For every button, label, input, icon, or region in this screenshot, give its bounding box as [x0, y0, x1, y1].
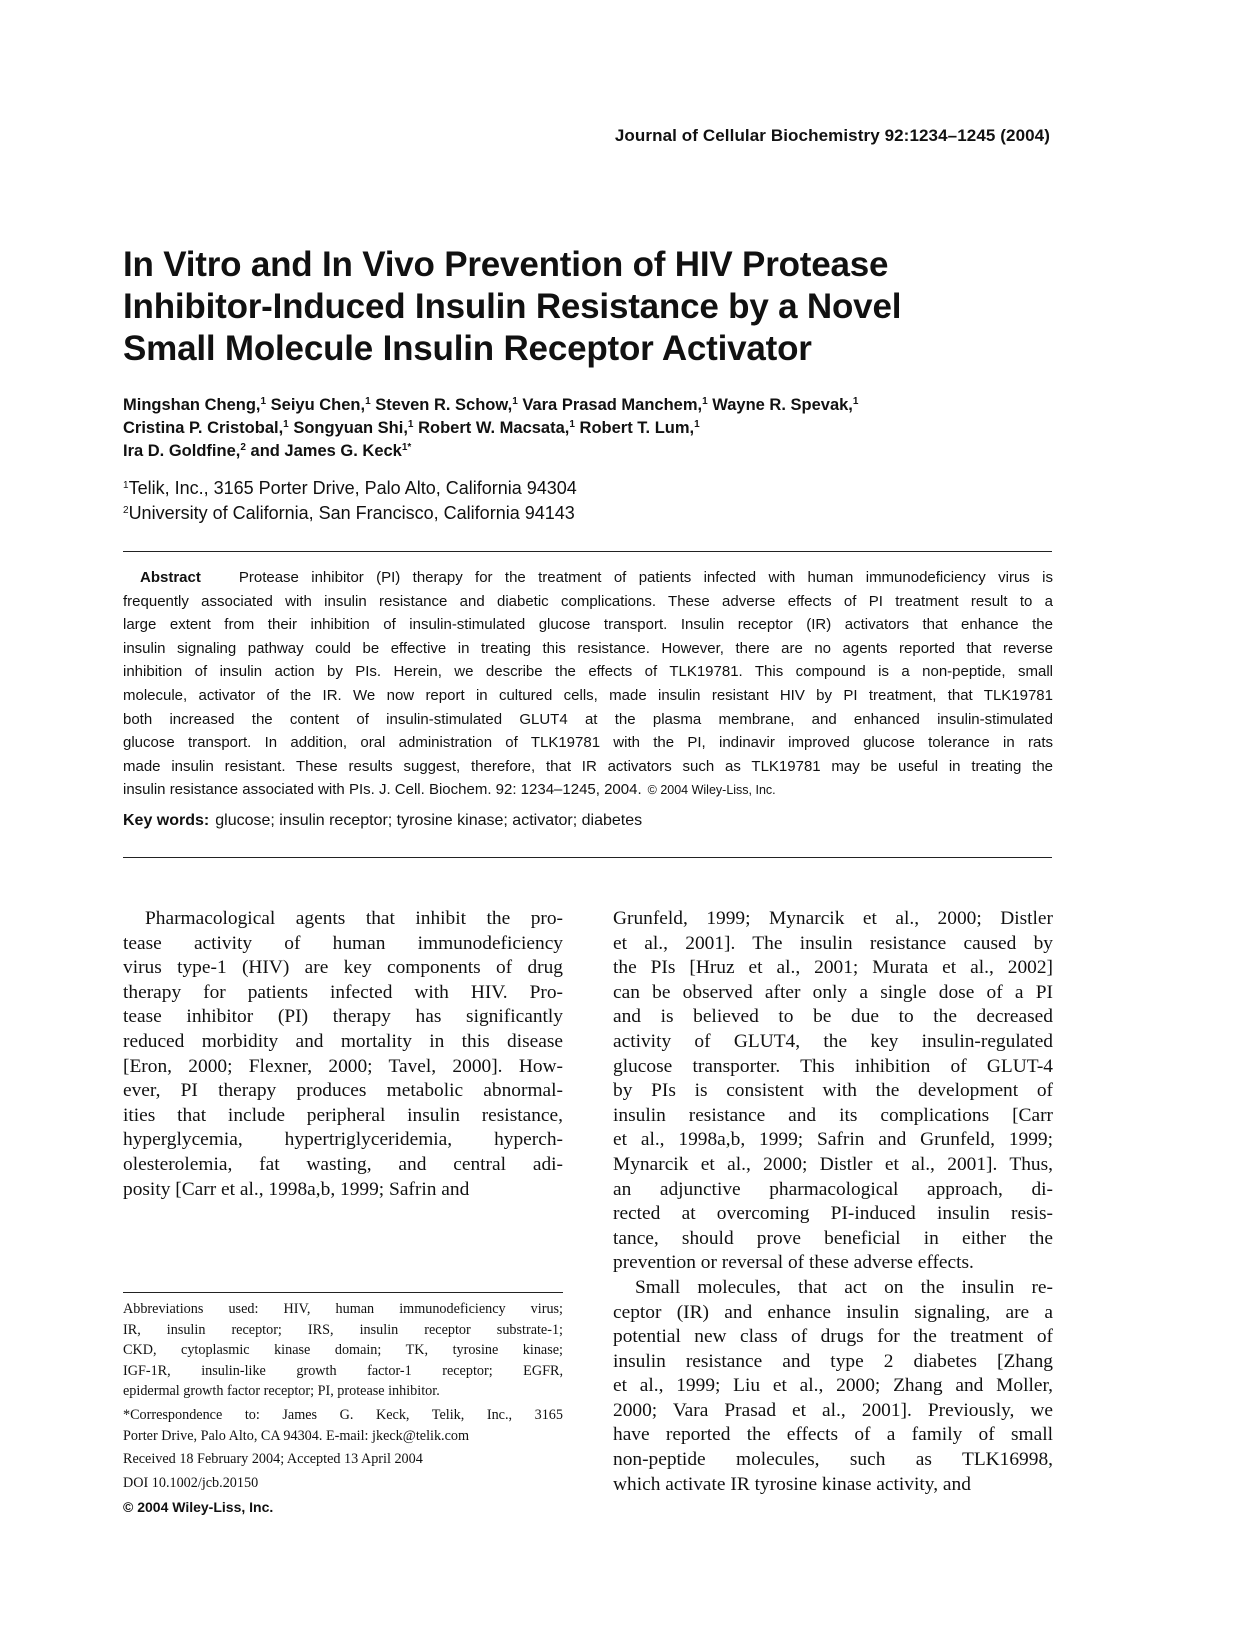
abstract-line — [123, 778, 1053, 803]
author-affiliation-mark: 1 — [365, 396, 371, 407]
body-text-line: therapy for patients infected with HIV. Pro- — [123, 981, 563, 1003]
body-text-line: an adjunctive pharmacological approach, di- — [613, 1178, 1053, 1200]
author-name: Robert W. Macsata, — [418, 419, 570, 437]
body-text-line: rected at overcoming PI-induced insulin resis- — [613, 1203, 1053, 1225]
author-name: Cristina P. Cristobal, — [123, 419, 284, 437]
author-affiliation-mark: 2 — [240, 442, 246, 453]
body-text-line: by PIs is consistent with the development of — [613, 1080, 1053, 1102]
body-text-line: et al., 1999; Liu et al., 2000; Zhang and Moller, — [613, 1375, 1053, 1397]
affiliation-text: University of California, San Francisco, California 94143 — [128, 503, 575, 523]
body-text-line: tease inhibitor (PI) therapy has significantly — [123, 1006, 563, 1028]
abstract-line: made insulin resistant. These results suggest, therefore, that IR activators such as TLK19781 may be useful in treating the — [123, 757, 1053, 775]
body-text-line: ities that include peripheral insulin resistance, — [123, 1104, 563, 1126]
abstract-top-rule — [123, 551, 1052, 552]
footnote-line: Abbreviations used: HIV, human immunodeficiency virus; — [123, 1301, 563, 1317]
footnote-line: CKD, cytoplasmic kinase domain; TK, tyrosine kinase; — [123, 1342, 563, 1359]
keywords-text: glucose; insulin receptor; tyrosine kinase; activator; diabetes — [215, 812, 643, 829]
body-text-line: et al., 2001]. The insulin resistance caused by — [613, 932, 1053, 954]
body-text-line: insulin resistance and its complications [Carr — [613, 1104, 1053, 1126]
affiliation-mark: 1 — [123, 480, 129, 491]
body-text-line: activity of GLUT4, the key insulin-regulated — [613, 1030, 1053, 1052]
abstract-line: both increased the content of insulin-stimulated GLUT4 at the plasma membrane, and enhanced insulin-stimulated — [123, 710, 1053, 728]
author-name: Songyuan Shi, — [293, 419, 408, 437]
abstract-line: large extent from their inhibition of insulin-stimulated glucose transport. Insulin receptor (IR) activators that enhance the — [123, 616, 1053, 634]
body-column-left — [123, 907, 563, 1202]
body-text-line: posity [Carr et al., 1998a,b, 1999; Safrin and — [123, 1178, 470, 1200]
abstract-line: molecule, activator of the IR. We now report in cultured cells, made insulin resistant HIV by PI treatment, that TLK19781 — [123, 686, 1053, 704]
body-text-line: reduced morbidity and mortality in this disease — [123, 1030, 563, 1052]
title-line: Inhibitor-Induced Insulin Resistance by a Novel — [123, 287, 902, 326]
author-affiliation-mark: 1 — [852, 396, 859, 407]
author-affiliation-mark: 1 — [702, 396, 708, 407]
footnote-line: Porter Drive, Palo Alto, CA 94304. E-mail: jkeck@telik.com — [123, 1427, 470, 1444]
abstract-text: insulin resistance associated with PIs. J. Cell. Biochem. 92: 1234–1245, 2004. — [123, 781, 642, 799]
body-text-line: olesterolemia, fat wasting, and central adi- — [123, 1153, 563, 1175]
keywords-label: Key words: — [123, 812, 210, 829]
body-text-line: which activate IR tyrosine kinase activity, and — [613, 1473, 971, 1495]
author-name: Ira D. Goldfine, — [123, 442, 241, 460]
affiliation-text: Telik, Inc., 3165 Porter Drive, Palo Alto, California 94304 — [128, 478, 577, 498]
abstract-heading: Abstract — [140, 569, 201, 586]
body-text-line: and is believed to be due to the decreased — [613, 1006, 1053, 1028]
body-text-line: virus type-1 (HIV) are key components of drug — [123, 957, 563, 979]
author-affiliation-mark: 1* — [401, 442, 412, 453]
abstract-line: insulin signaling pathway could be effective in treating this resistance. However, there are no agents reported that reverse — [123, 639, 1053, 657]
footnote-line: *Correspondence to: James G. Keck, Telik, Inc., 3165 — [123, 1406, 563, 1423]
body-text-line: hyperglycemia, hypertriglyceridemia, hyperch- — [123, 1129, 563, 1151]
author-affiliation-mark: 1 — [407, 419, 414, 430]
body-text-line: the PIs [Hruz et al., 2001; Murata et al., 2002] — [613, 957, 1053, 979]
body-text-line: have reported the effects of a family of small — [613, 1424, 1053, 1446]
author-affiliation-mark: 1 — [694, 419, 700, 430]
author-list — [123, 394, 1113, 463]
author-line — [123, 417, 1113, 440]
author-affiliation-mark: 1 — [283, 419, 289, 430]
body-text-line: 2000; Vara Prasad et al., 2001]. Previously, we — [613, 1399, 1053, 1421]
footnote-line: IGF-1R, insulin-like growth factor-1 receptor; EGFR, — [123, 1362, 563, 1379]
author-affiliation-mark: 1 — [569, 419, 575, 430]
affiliation-list — [123, 476, 577, 526]
author-affiliation-mark: 1 — [260, 396, 267, 407]
author-name: Vara Prasad Manchem, — [522, 396, 703, 414]
body-text-line: ever, PI therapy produces metabolic abnormal- — [123, 1080, 563, 1102]
body-text-line: et al., 1998a,b, 1999; Safrin and Grunfeld, 1999; — [613, 1129, 1053, 1151]
footnote-line: epidermal growth factor receptor; PI, protease inhibitor. — [123, 1383, 440, 1400]
article-title — [123, 244, 1063, 370]
footnote-rule — [123, 1292, 563, 1293]
abstract-bottom-rule — [123, 857, 1052, 858]
body-text-line: can be observed after only a single dose of a PI — [613, 981, 1053, 1003]
doi: DOI 10.1002/jcb.20150 — [123, 1474, 259, 1491]
body-column-right — [613, 907, 1053, 1497]
body-text-line: potential new class of drugs for the treatment of — [613, 1326, 1053, 1348]
body-text-line: glucose transporter. This inhibition of GLUT-4 — [613, 1055, 1053, 1077]
body-text-line: insulin resistance and type 2 diabetes [Zhang — [613, 1350, 1053, 1372]
body-text-line: Grunfeld, 1999; Mynarcik et al., 2000; Distler — [613, 908, 1053, 929]
affiliation-mark: 2 — [123, 505, 129, 516]
author-name: and James G. Keck — [250, 442, 402, 460]
abstract — [123, 566, 1053, 803]
body-text-line: Pharmacological agents that inhibit the pro- — [145, 908, 563, 929]
affiliation — [123, 501, 577, 526]
author-name: Steven R. Schow, — [375, 396, 513, 414]
abstract-copyright: © 2004 Wiley-Liss, Inc. — [647, 783, 776, 798]
received-date: Received 18 February 2004; Accepted 13 April 2004 — [123, 1451, 423, 1468]
abstract-line: frequently associated with insulin resistance and diabetic complications. These adverse effects of PI treatment result to a — [123, 592, 1053, 610]
footnotes — [123, 1299, 563, 1518]
author-line — [123, 394, 1113, 417]
body-text-line: Mynarcik et al., 2000; Distler et al., 2001]. Thus, — [613, 1153, 1053, 1175]
correspondence-footnote — [123, 1405, 563, 1446]
author-name: Seiyu Chen, — [270, 396, 366, 414]
author-affiliation-mark: 1 — [512, 396, 518, 407]
body-text-line: non-peptide molecules, such as TLK16998, — [613, 1449, 1053, 1471]
author-name: Wayne R. Spevak, — [712, 396, 853, 414]
abbreviations-footnote — [123, 1299, 563, 1402]
body-text-line: tease activity of human immunodeficiency — [123, 932, 563, 954]
abstract-line: inhibition of insulin action by PIs. Herein, we describe the effects of TLK19781. This compound is a non-peptide, small — [123, 663, 1053, 681]
author-name: Robert T. Lum, — [579, 419, 695, 437]
abstract-line: glucose transport. In addition, oral administration of TLK19781 with the PI, indinavir improved glucose tolerance in rats — [123, 734, 1053, 752]
body-text-line: tance, should prove beneficial in either the — [613, 1227, 1053, 1249]
title-line: In Vitro and In Vivo Prevention of HIV Protease — [123, 245, 889, 284]
body-text-line: ceptor (IR) and enhance insulin signaling, are a — [613, 1301, 1053, 1323]
footnote-copyright: © 2004 Wiley-Liss, Inc. — [123, 1499, 274, 1516]
body-text-line: [Eron, 2000; Flexner, 2000; Tavel, 2000]. How- — [123, 1055, 563, 1077]
title-line: Small Molecule Insulin Receptor Activator — [123, 329, 812, 368]
footnote-line: IR, insulin receptor; IRS, insulin receptor substrate-1; — [123, 1321, 563, 1338]
abstract-line — [123, 566, 1053, 590]
keywords — [123, 812, 642, 830]
author-name: Mingshan Cheng, — [123, 396, 261, 414]
abstract-text: Protease inhibitor (PI) therapy for the treatment of patients infected with human immunodeficiency virus is — [238, 569, 1053, 586]
author-line — [123, 440, 1113, 463]
journal-header: Journal of Cellular Biochemistry 92:1234–1245 (2004) — [614, 126, 1050, 145]
body-text-line: Small molecules, that act on the insulin re- — [635, 1276, 1053, 1298]
body-text-line: prevention or reversal of these adverse effects. — [613, 1252, 974, 1274]
affiliation — [123, 476, 577, 501]
